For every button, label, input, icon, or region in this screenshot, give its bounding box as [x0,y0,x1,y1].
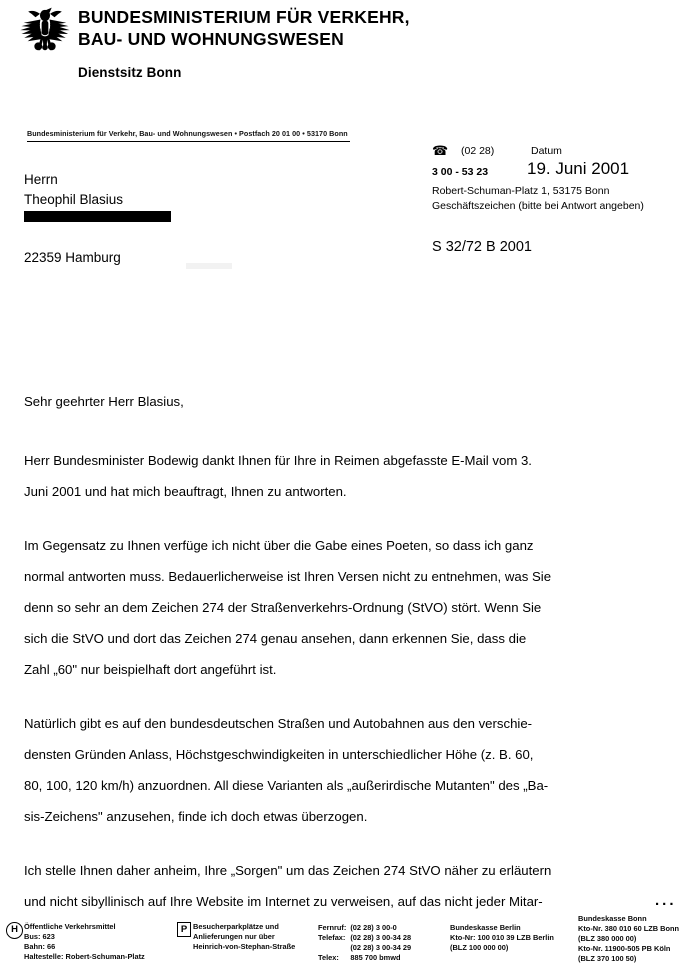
body-paragraph: Natürlich gibt es auf den bundesdeutschen Straßen und Autobahnen aus den verschie- densten Gründen Anlass, Höchstgeschwindigkeiten in unterschiedlicher Höhe (z. B. 60, 80, 100, 120 km/h) anzuordnen. All diese Varianten als „außerirdische Mutanten" des „Ba- sis-Zeichens" anzusehen, finde ich doch etwas überzogen. [24,716,549,824]
bundesadler-eagle-icon [16,6,74,62]
recipient-address [24,170,324,268]
page-continuation-marker: ... [655,892,677,909]
body-paragraph: Im Gegensatz zu Ihnen verfüge ich nicht über die Gabe eines Poeten, so dass ich ganz normal antworten muss. Bedauerlicherweise ist Ihren Versen nicht zu entnehmen, was Sie denn so sehr an dem Zeichen 274 der Straßenverkehrs-Ordnung (StVO) stört. Wenn Sie sich die StVO und dort das Zeichen 274 genau ansehen, dann erkennen Sie, dass die Zahl „60" nur beispielhaft dort angeführt ist. [24,538,552,677]
footer-bank-bonn: Bundeskasse Bonn Kto-Nr. 380 010 60 LZB Bonn (BLZ 380 000 00) Kto-Nr. 11900-505 PB Köln (BLZ 370 100 50) [578,914,680,963]
body-paragraph: Ich stelle Ihnen daher anheim, Ihre „Sorgen" um das Zeichen 274 StVO näher zu erläutern und nicht sibyllinisch auf Ihre Website im Internet zu verweisen, auf das nicht jeder Mitar- [24,863,552,909]
recipient-name: Theophil Blasius [24,192,124,207]
recipient-honorific: Herrn [24,172,58,187]
phone-extension: 3 00 - 53 23 [432,166,489,178]
letter-body [24,386,684,940]
public-transport-stop-icon: H [6,922,23,939]
reference-label: Geschäftszeichen (bitte bei Antwort angeben) [432,200,644,212]
recipient-city: 22359 Hamburg [24,250,121,265]
sender-return-address [27,129,357,142]
body-paragraph: Herr Bundesminister Bodewig dankt Ihnen für Ihre in Reimen abgefasste E-Mail vom 3. Juni 2001 und hat mich beauftragt, Ihnen zu antworten. [24,453,532,499]
sender-address-line: Bundesministerium für Verkehr, Bau- und Wohnungswesen • Postfach 20 01 00 • 53170 Bonn [27,129,348,138]
date-label: Datum [531,145,562,157]
telephone-icon: ☎ [432,143,449,158]
contact-date-block [432,144,682,214]
office-street-address: Robert-Schuman-Platz 1, 53175 Bonn [432,185,610,197]
letterhead-titles [78,6,678,80]
letter-footer [0,914,700,971]
phone-area-code: (02 28) [461,145,495,157]
sender-divider [27,141,350,142]
ministry-name-line-2: BAU- UND WOHNUNGSWESEN [78,29,344,49]
body-salutation: Sehr geehrter Herr Blasius, [24,394,184,409]
footer-transit-info: Öffentliche Verkehrsmittel Bus: 623 Bahn: 66 Haltestelle: Robert-Schuman-Platz [24,922,145,961]
footer-bank-berlin: Bundeskasse Berlin Kto-Nr: 100 010 39 LZB Berlin (BLZ 100 000 00) [450,923,554,952]
office-location: Dienstsitz Bonn [78,65,182,80]
footer-parking-info: Besucherparkplätze und Anlieferungen nur über Heinrich-von-Stephan-Straße [193,922,296,951]
parking-icon: P [177,922,191,937]
ministry-name-line-1: BUNDESMINISTERIUM FÜR VERKEHR, [78,7,410,27]
footer-telecom-info: Fernruf: (02 28) 3 00-0 Telefax: (02 28) 3 00-34 28 (02 28) 3 00-34 29 Telex: 885 700 bmwd [318,923,412,962]
reference-number: S 32/72 B 2001 [432,239,532,255]
scan-artifact [186,263,232,269]
redacted-street-bar [24,211,171,222]
letter-date: 19. Juni 2001 [527,159,630,178]
